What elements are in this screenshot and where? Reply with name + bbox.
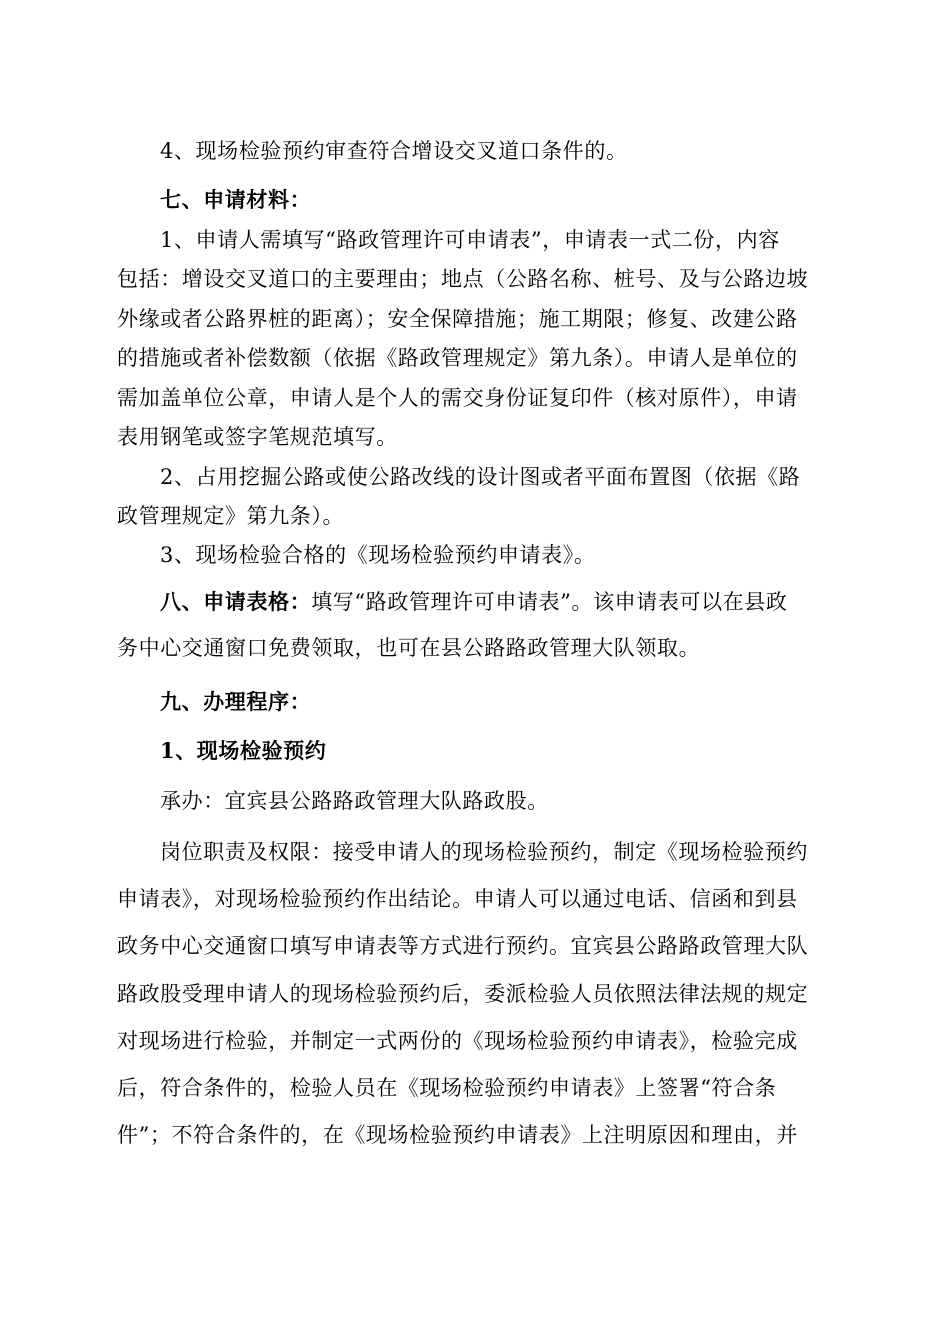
- section-8-line-1: [160, 588, 787, 616]
- section-7-heading: 七、申请材料：: [160, 187, 312, 212]
- duties-line-7: 件”；不符合条件的，在《现场检验预约申请表》上注明原因和理由，并: [117, 1123, 798, 1147]
- materials-item-1-line-6: 表用钢笔或签字笔规范填写。: [117, 425, 398, 449]
- section-8-text: 填写“路政管理许可申请表”。该申请表可以在县政: [311, 590, 788, 614]
- item-4: 4、现场检验预约审查符合增设交叉道口条件的。: [160, 139, 628, 163]
- step-1-heading: 1、现场检验预约: [160, 738, 327, 763]
- duties-line-4: 路政股受理申请人的现场检验预约后，委派检验人员依照法律法规的规定: [117, 982, 809, 1006]
- materials-item-1-line-2: 包括：增设交叉道口的主要理由；地点（公路名称、桩号、及与公路边坡: [117, 267, 809, 291]
- materials-item-2-line-1: 2、占用挖掘公路或使公路改线的设计图或者平面布置图（依据《路: [160, 465, 801, 489]
- section-8-heading: 八、申请表格：: [160, 589, 312, 614]
- section-8-line-2: 务中心交通窗口免费领取，也可在县公路路政管理大队领取。: [117, 636, 701, 660]
- materials-item-1-line-5: 需加盖单位公章，申请人是个人的需交身份证复印件（核对原件），申请: [117, 386, 798, 410]
- duties-line-5: 对现场进行检验，并制定一式两份的《现场检验预约申请表》，检验完成: [117, 1029, 798, 1053]
- section-9-heading: 九、办理程序：: [160, 689, 312, 714]
- materials-item-2-line-2: 政管理规定》第九条）。: [117, 504, 345, 528]
- undertaker-line: 承办：宜宾县公路路政管理大队路政股。: [160, 789, 549, 813]
- materials-item-1-line-1: 1、申请人需填写“路政管理许可申请表”，申请表一式二份，内容: [160, 228, 780, 252]
- duties-line-1: 岗位职责及权限：接受申请人的现场检验预约，制定《现场检验预约: [160, 840, 808, 864]
- duties-line-3: 政务中心交通窗口填写申请表等方式进行预约。宜宾县公路路政管理大队: [117, 934, 809, 958]
- duties-line-2: 申请表》，对现场检验预约作出结论。申请人可以通过电话、信函和到县: [117, 887, 798, 911]
- materials-item-1-line-3: 外缘或者公路界桩的距离）；安全保障措施；施工期限；修复、改建公路: [117, 307, 798, 331]
- duties-line-6: 后，符合条件的，检验人员在《现场检验预约申请表》上签署“符合条: [117, 1076, 777, 1100]
- materials-item-3: 3、现场检验合格的《现场检验预约申请表》。: [160, 543, 596, 567]
- materials-item-1-line-4: 的措施或者补偿数额（依据《路政管理规定》第九条）。申请人是单位的: [117, 346, 798, 370]
